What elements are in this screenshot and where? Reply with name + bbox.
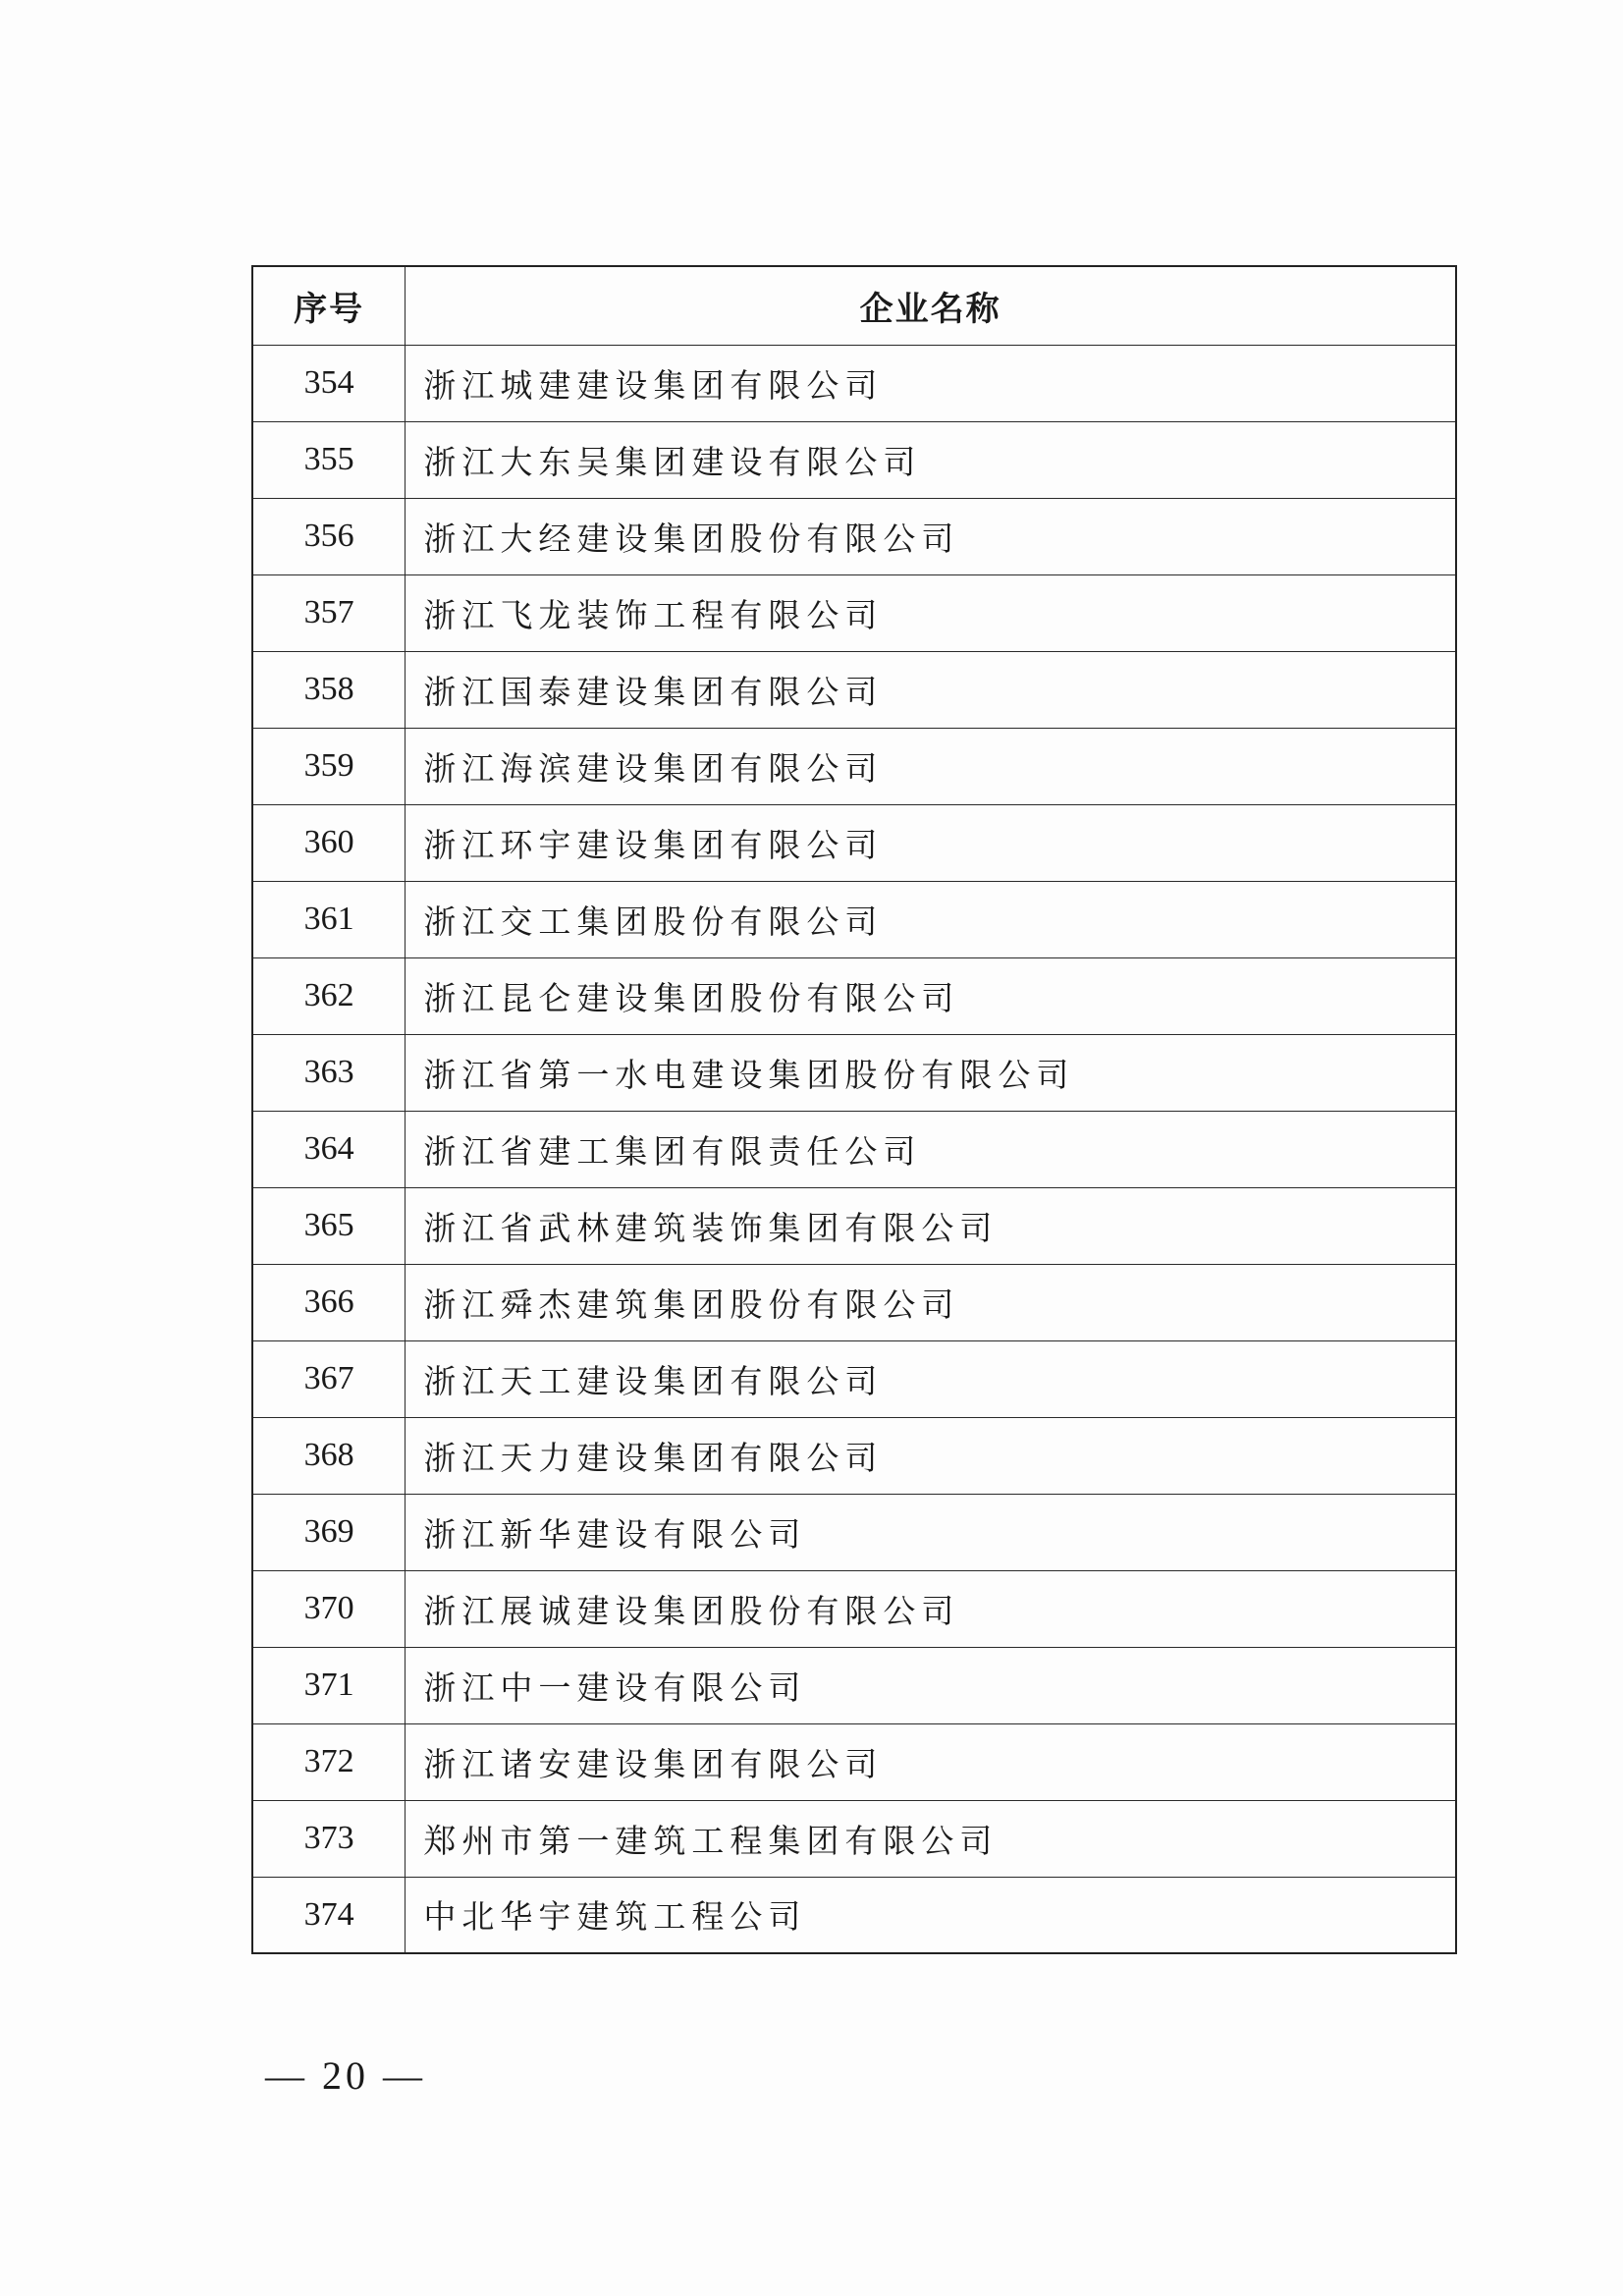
row-index: 365 [252, 1187, 406, 1264]
table-row [252, 1264, 1456, 1340]
row-company-name: 浙江省建工集团有限责任公司 [406, 1111, 1456, 1187]
row-index: 370 [252, 1570, 406, 1647]
table-row [252, 804, 1456, 881]
table-header-row [252, 266, 1456, 345]
table-row [252, 651, 1456, 728]
table-row [252, 1723, 1456, 1800]
row-company-name: 浙江大经建设集团股份有限公司 [406, 498, 1456, 574]
row-company-name: 浙江大东吴集团建设有限公司 [406, 421, 1456, 498]
row-company-name: 浙江环宇建设集团有限公司 [406, 804, 1456, 881]
row-company-name: 浙江中一建设有限公司 [406, 1647, 1456, 1723]
row-company-name: 浙江舜杰建筑集团股份有限公司 [406, 1264, 1456, 1340]
row-index: 354 [252, 345, 406, 421]
company-list-table [251, 265, 1457, 1954]
table-row [252, 421, 1456, 498]
row-company-name: 浙江展诚建设集团股份有限公司 [406, 1570, 1456, 1647]
table-row [252, 881, 1456, 957]
table-body [252, 345, 1456, 1953]
row-company-name: 浙江交工集团股份有限公司 [406, 881, 1456, 957]
table-row [252, 345, 1456, 421]
row-index: 356 [252, 498, 406, 574]
row-company-name: 浙江昆仑建设集团股份有限公司 [406, 957, 1456, 1034]
row-index: 364 [252, 1111, 406, 1187]
row-index: 362 [252, 957, 406, 1034]
row-company-name: 浙江国泰建设集团有限公司 [406, 651, 1456, 728]
table-row [252, 1494, 1456, 1570]
table-row [252, 574, 1456, 651]
row-index: 360 [252, 804, 406, 881]
table-row [252, 1340, 1456, 1417]
table-row [252, 957, 1456, 1034]
row-company-name: 浙江海滨建设集团有限公司 [406, 728, 1456, 804]
table-row [252, 1647, 1456, 1723]
row-index: 366 [252, 1264, 406, 1340]
row-index: 355 [252, 421, 406, 498]
table-row [252, 498, 1456, 574]
row-company-name: 浙江诸安建设集团有限公司 [406, 1723, 1456, 1800]
row-company-name: 浙江飞龙装饰工程有限公司 [406, 574, 1456, 651]
row-index: 367 [252, 1340, 406, 1417]
row-index: 374 [252, 1877, 406, 1953]
row-company-name: 中北华宇建筑工程公司 [406, 1877, 1456, 1953]
row-company-name: 浙江天工建设集团有限公司 [406, 1340, 1456, 1417]
table-row [252, 1800, 1456, 1877]
table-row [252, 1570, 1456, 1647]
row-index: 373 [252, 1800, 406, 1877]
row-index: 358 [252, 651, 406, 728]
table-row [252, 728, 1456, 804]
row-index: 371 [252, 1647, 406, 1723]
page-number: — 20 — [265, 2053, 426, 2098]
header-company-name: 企业名称 [406, 266, 1456, 345]
table-row [252, 1034, 1456, 1111]
table-row [252, 1111, 1456, 1187]
table-row [252, 1187, 1456, 1264]
table-row [252, 1417, 1456, 1494]
row-company-name: 郑州市第一建筑工程集团有限公司 [406, 1800, 1456, 1877]
row-index: 357 [252, 574, 406, 651]
row-company-name: 浙江天力建设集团有限公司 [406, 1417, 1456, 1494]
row-index: 361 [252, 881, 406, 957]
row-index: 369 [252, 1494, 406, 1570]
header-index: 序号 [252, 266, 406, 345]
row-index: 368 [252, 1417, 406, 1494]
table-row [252, 1877, 1456, 1953]
row-index: 359 [252, 728, 406, 804]
row-company-name: 浙江城建建设集团有限公司 [406, 345, 1456, 421]
row-company-name: 浙江省武林建筑装饰集团有限公司 [406, 1187, 1456, 1264]
row-index: 372 [252, 1723, 406, 1800]
row-company-name: 浙江省第一水电建设集团股份有限公司 [406, 1034, 1456, 1111]
row-company-name: 浙江新华建设有限公司 [406, 1494, 1456, 1570]
row-index: 363 [252, 1034, 406, 1111]
